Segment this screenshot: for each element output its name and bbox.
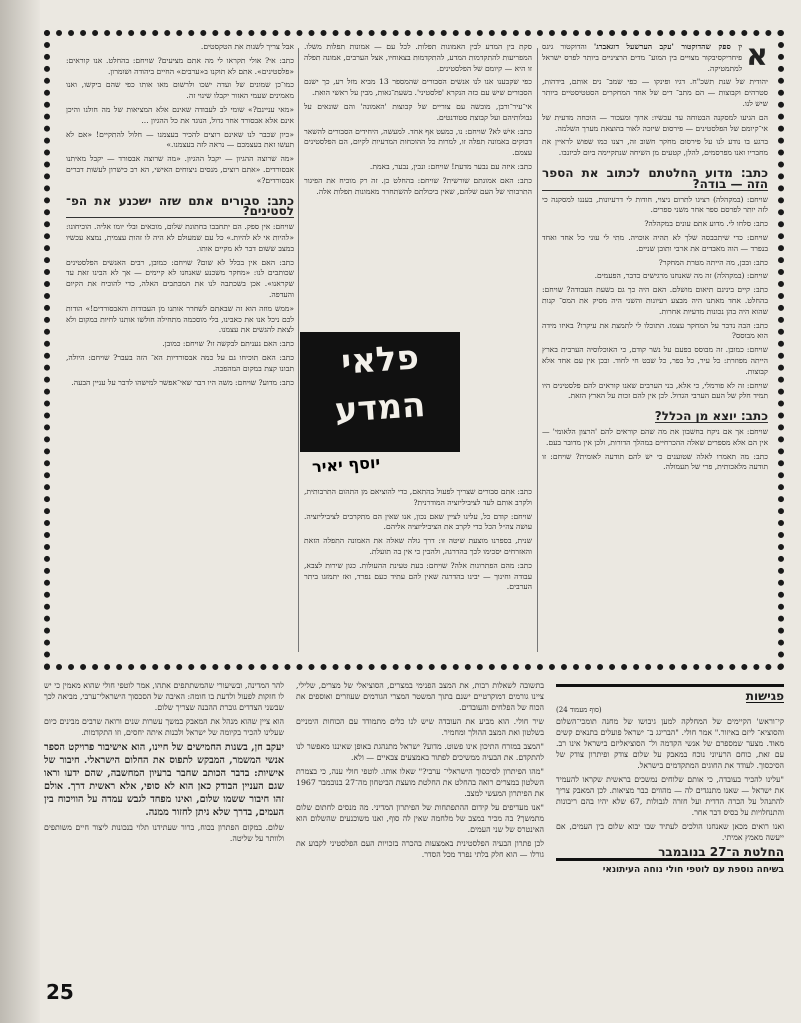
- paragraph: "המצב במזרח התיכון אינו פשוט. מדוע? ישראל מתנהגת באופן שאיננו מאפשר לנו להתקדם. את הבעיה ממשיכים לפתור באמצעים צבאיים — ולא.: [296, 742, 544, 762]
- article-column-middle: [304, 42, 532, 342]
- paragraph: שויחם: אך אם ניקח בחשבון את מה שהם קוראים להם 'הרצון הלאומי' — אין הם אלא מספרים שאלה ההכרחיים במהלך הדורות, ולכן אין מדובר בעם.: [542, 426, 768, 447]
- paragraph: סקת בין המדע לבין האמונות תפלות. לכל עם — אמונות תפלות משלו. המפריעות להתקדמות המדע, להתקדמות בצאוחיו, אצל הערבים, אמונה תפלה זו היא — קיומם של הפלסטינים.: [304, 42, 532, 73]
- article-title-line2: המדע: [333, 384, 427, 432]
- lower-section: [44, 680, 784, 1000]
- interview-question-heading: כתב: יוצא מן הכלל?: [654, 409, 768, 424]
- meetings-column: [556, 680, 784, 980]
- paragraph: כתב: אי? אולי תקראו לי מה אתם מציעים? שויחם: בהחלט. אנו קוראים: «פלסטינים». אתם לא תוקנו ב«ערבים» החיים ביהודה ושומרון.: [66, 55, 294, 76]
- paragraph: להר המדינה, ובשיעורי שהמשתתפים אתהו, אמר לוטפי חולי שהוא מאמין כי יש לו חזקות לפעול ולדעת בו חומה: האיבה של הסכסוך הישראלי־ערבי, מביאה לכך שבשני הצדדים גוברת ההבנה שצריך שלום.: [44, 681, 284, 712]
- paragraph: "אנו מעדיפים על קידום ההתפתחות של הפיתרון המדיני. מה מנסים לחתום שלום מתמשך? בה מכיר במצב של מלחמה שאין לה סוף, ואנו משוכנעים שהשלום הוא האינטרס של שני העמים.: [296, 803, 544, 834]
- paragraph: כתב: מדוע? שויחם: משה היו דבר שאי־אפשר למישהו לדבר על עניין הבעה.: [71, 377, 294, 387]
- divider: [556, 684, 784, 687]
- article-column-middle-lower: [304, 487, 532, 667]
- section-heading: פגישות: [745, 689, 784, 703]
- paragraph: שויחם: קודם כל, עלינו לציין שאם נכון, אנו שאין הם מתקרבים לציביליזציה. עושה צה״ל הכל כדי לקרב את הציביליזציה אליהם.: [304, 511, 532, 532]
- interview-question-heading: כתב: סבורים אתם שזה ישכנע את הפ־ לסטינים?: [66, 193, 294, 219]
- article-column-right: [542, 42, 768, 658]
- paragraph: קי־וראש' הקיימים של המחלקה למען גיבושו של מחנה תומכי־השלום והסוציא־ ליזם באיזור." אמר חולי. "הבריגג ב־ ישראל פועלים בתנאים קשים מאוד. מצער שמספרם של אנשי הקדמה ול־ הסוציאליזם בישראל אינו רב. עם זאת, כוחם הרעיוני נוכח במאבק על שלום צודק ופיתרון צודק של הסיכסוך. לעודד את החוגים המתקדמים בישראל.: [556, 717, 784, 770]
- paragraph: כתב: הבה נדבר על המחקר עצמו. התוכלו לי לתמצת את עיקרו? באיזו מידה הוא מבוסס?: [542, 320, 768, 341]
- continued-from: (סוף מעמוד 24): [556, 706, 602, 714]
- paragraph: כתב: אישׁ לא? שויחם: נו, כמעט אף אחד. למעשה, היחידים הסבורים להשאר דבוקים באמונה תפלה זו, למרות כל ההוכחות המדעיות לקיום, הם הפלסטינים עצמם.: [304, 126, 532, 158]
- paragraph: כתב: איזה עם נבער מדעת! שויחם: ונבין, נבער, באמת.: [369, 161, 532, 171]
- article-column-left: [66, 42, 294, 658]
- paragraph: «מה שרוצה ההגיון — יקבל ההגיון. «מה שרוצה אבסורד — יקבל מאיתנו אבסורדים. «אתם רוצים, מנסים ניצוחים האישי, הא רב כישרון לעשות דברים אבסורדים?»: [66, 154, 294, 185]
- paragraph: «כיון שכבר לנו שאינם רוצים להכיר בעצמנו — חלול להתקיים! «אם לא תעשו זאת בעצמכם — נראה לזה בעצמנו.»: [66, 129, 294, 150]
- paragraph: כתב: האם תוכיחו גם על כמה אבסורדיות הא־ הזה בעבר? שויחם: היולה, תבונו קצת במקום המהפכה.: [66, 352, 294, 373]
- paragraph: «מאי עניינם?» שומי לב לעבודה שאינם אלא המציאות של מה חולנו והיכן אינם אלא אבסורד אחר גדול, הנוגד את כל ההגיון ...: [66, 104, 294, 125]
- bold-paragraph: יעקב חן, בשנות החמישים של חיינו, הוא אישיבור פרויקט הספר אנשי המשמר, המבקש לתפוס את החלום הישראלי. חיבור של אישיות: בדבר הכותב שחבר ברעיון המחשבה, שהם ידעו וראו שגם העניין הבודק כאן הוא לא סופי, אלא ראשית דרך. אולם זהו חיבור ששמו שלום, ואינו מפחד לגבש עמדה על הוויכוח בין העמים, בדרך שלא ניתן לחזור ממנה.: [44, 742, 284, 818]
- article-title-line1: פלאי: [339, 337, 421, 383]
- subsection-heading: החלטת ה־27 בנובמבר: [556, 847, 784, 861]
- paragraph: אי־עיר־ורבן, מובשה עם צוריים של קבוצות 'האמונה' והם שונאים על גבולותיהם ועל קבוצת סטודנטים.: [304, 101, 532, 122]
- paragraph: שנית, בספרנו מוצעת שיטה זו: דרך גולה שאלה את האמונה התפלה הזאת והאזרחים יסכימו לכך בהדרגה, ולהבין כי אין בה תועלת.: [304, 536, 532, 556]
- paragraph: שויחם: (במקהלה) רציגו לתרום ניצוי, חודות לי דרעיונות, בעננו למסקנה כי לזה יותר לפרסם ספר אחר משני ספרים.: [542, 194, 768, 215]
- paragraph: כתב: סלחו לי. מדוע אתם עונים במקהלה?: [644, 219, 768, 229]
- paragraph: שיר חולי. הוא מביע את העובדה שיש לנו כלים מתמודד עם הכוחות הימניים בשלטון ואת המצב ההולך ומחמיר.: [296, 717, 544, 737]
- paragraph: שויחם: (במקהלה) זה מה שאנחנו מרגישים כדבר, הפעמים.: [594, 271, 768, 281]
- paragraph: כתב: מהם הפתרונות אלה? שויחם: בעת טעינת ההעולות. כגון שירות לצבא, עבודה וחינוך — יבינו בהדרגה שאין להם עתיד כעם נפרד, ואז יתמזגו ביתר הערבים.: [304, 560, 532, 592]
- paragraph: כתב: מה תאמרו לאלה שטוענים כי יש להם תודעה לאומית? שויחם: זו תודעה מלאכותית, פרי של תעמולה.: [542, 451, 768, 472]
- paragraph: הוא ציין שהוא מנהל את המאבק במשך עשרות שנים ורואה שרבים מבינים כיום שעלינו להכיר בקיומה של ישראל ולבנות איתה יחסים, וזו התקדמות.: [44, 717, 284, 737]
- paragraph: שויחם: אין ספק. הם יתחבבו בחתונת שלום, מוכאים ובלי יומו אליה. הוכיחונו: «להיות אי לא להיות.» כל עם שמעולם לא היה לו זהות עצמית, נמצא עכשיו במצב ששום דבר לא מקיים אותו.: [66, 222, 294, 253]
- drop-cap: א: [746, 42, 768, 73]
- paragraph: שויחם: כמובן. זה מבוסס בפעם על נשר קודם, כי האוכלוסיה הערבית בארץ הייתה מפוזרת: כל עיר, כל כפר, כל שבט חי לחוד. ובכן אין עם אחד אלא קבוצות.: [542, 345, 768, 376]
- paragraph: כתב: האם אין בכלל לא שום? שויחם: כמובן, רבים האנשים הפלסטינים שכותבים לנו: «מחקר משכנע שאנחנו לא קיימים — אך לא הבינו זאת עד שקראנו». אכן בשכתבה לנו את המכתבים האלה, כדי להוכיח את הקיום והעדפה.: [66, 257, 294, 299]
- subsection-lead: בשיחה נוספת עם לוטפי חולי נוחה העיתונאי: [602, 865, 784, 875]
- paragraph: "מהו הפיתרון לסיכסוך הישראלי־ ערבי?" שאלו אותו. לוטפי חולי ענה, כי בצמרת השלטון במצרים רואה בהחלט את החלטת מועצת הביטחון מה־27 בנובמבר 1967 את הפיתרון המעשי למצב.: [296, 767, 544, 798]
- lower-middle-column: [296, 680, 544, 980]
- lower-left-column: [44, 680, 284, 980]
- article-author: יוסף יאיר: [311, 452, 381, 477]
- article-title-block: [300, 332, 460, 452]
- paragraph: ברגע בו נודע לנו על פירסום מחקר חשוב זה, רצנו כמו שפוש לראיין את מחבריו ואנו מפרסמים, להלן, קטעים מן השיחה שנתקיימה ביום לביזנבו.: [542, 137, 768, 158]
- paragraph: ואנו רואים מכאן שאנחנו הולכים לעתיד שבו יבוא שלום בין העמים, אם ייעשה מאמץ אמיתי.: [556, 822, 784, 842]
- page-number: 25: [46, 980, 74, 1004]
- paragraph: כתב: קיים בינינם תיאום מושלם. האם היה כך גם בשעת העבודה? שויחם: בהחלט. אחד מאתנו היה מבצע רעיונות והשני היה מסיק את המס־ קנות שהוא היה בהן נכונות מדעיות אחרות.: [542, 285, 768, 316]
- intro-paragraph: א ין ספק שהדוקטור 'עקב הערשעל דוגאברג' והדוקטור גיגס פיחריקסיבקור מצויים בין המוע־ מדים הרציניים ביותר לפרס ישראל למתמטיקה.: [542, 42, 768, 73]
- paragraph: שלום. במקום הפתרון בכוח, ברור שעתידנו תלוי בנכונות ליצור חיים משותפים ולוותר על שליטה.: [44, 823, 284, 843]
- paragraph: כתב: אתם סבורים שצריך לפעול בהתאם, כדי להוציאם מן התהום התרבותית, ולקרב אותם לעד לציביליזציה המודרנית?: [304, 487, 532, 507]
- paragraph: כתב: ובכן, מה הייתה מטרת המחקר?: [658, 257, 768, 267]
- interview-question-heading: כתב: מדוע החלטתם לכתוב את הספר הזה — בודה?: [542, 165, 768, 191]
- paragraph: בתשובה לשאלות רבות, את המצב הפנימי במצרים, הסוציאלי של מצרים, שלילי, ציינו גורמים דמוקרטיים ישנם בתוך המשטר המצרי הגורמים שעוזרים ואוספים את הכוח של הפלחים והעובדים.: [296, 681, 544, 712]
- paragraph: יהודית של שנת תשכ"ח. דגיו ופינקו — כפי שמב־ נים אותם, בידהות, סטרהים וקבוצות — הם מתב־ דים של אחד המחקרים הסטטיסטיים ביותר שיש לנו.: [542, 77, 768, 108]
- paragraph: כמו־כן שמונים של ועדה ישכו ולרשום מאו אותו כפי שהם ביקשו, ואנו מאמינים שעמי האזור יקבלו שינוי זה.: [66, 80, 294, 101]
- paragraph: אבל צריך לשנות את הטקסטים.: [200, 42, 294, 51]
- paragraph: שויחם: זה לא פורמלי, כי אלא, בני הערבים שאנו קוראים להם פלסטינים היו תמיד חלק של העם הערבי הגדול. לכן אין להם זכות על הארץ הזאת.: [542, 380, 768, 401]
- paragraph: כתב: האם נעניתם לבקשה זו? שויחם: כמובן.: [162, 339, 294, 349]
- paragraph: "עלינו להכיר בעובדה, כי אותם שלוחים נמשכים בראשית שקראו להעמיד את ישראל — שאנו מתנגדים לה — מהווים כבר מציאות. לכן המאבק צריך להתנהל על הכרה הדדית ועל חזרה לגבולות ,67 שלא יהיו בהם ריבונות והתנחלויות על בסיס דבר אחר.: [556, 775, 784, 817]
- binding-shadow: [0, 0, 40, 1023]
- paragraph: לכן פתרון הבעיה הפלסטינית באמצעות בהכרה בזכויות העם הפלסטיני לקבוע את גורלו — הוא חלק בלתי נפרד מכל הסדר.: [296, 839, 544, 859]
- paragraph: «ממש מוזה הוא זה שבאתם לשחרר אותנו מן העבודות והאבסורדים!» הודות לכם ניכל אנו את כאבינו, בלי מוסכמה מתחילה חולשו אותנו לחיות במקום ולא לצאת להגשים את עצמנו.: [66, 303, 294, 335]
- paragraph: שויחם: כדי שיתכבסה שלך לא תהיה אוכויה. מתי לי עוני כל אחד ואחד בנפרד — הוה מאבדים את ארבי ותובן שניים.: [542, 232, 768, 253]
- paragraph: כפי שקבענו אנו לנו אנשים הסבורים שהמספר 13 מביא מזל רע, כך ישנם הסבורים שיש עם כזה הנקרא 'פלסטיני'. בשעת־גאות, מבין על ראשי הואת.: [304, 77, 532, 98]
- paragraph: כתב: האם אמונתם שורשית? שויחם: בהחלט כן. זה רק מוכיח את הפיגור התרבותי של העם שלהם, שאין ביכולתם להשתחרר מאמונות תפלות אלה.: [304, 175, 532, 196]
- paragraph: הם הגיעו למסקנה הבטוחה עד עכשיו: ארוך ומעכור — הוכחה מדעית של אי־קיומם של הפלסטינים — פירסום שיזכה לאור בהוצאת מערך השלמה.: [542, 112, 768, 133]
- column-rule: [537, 48, 538, 652]
